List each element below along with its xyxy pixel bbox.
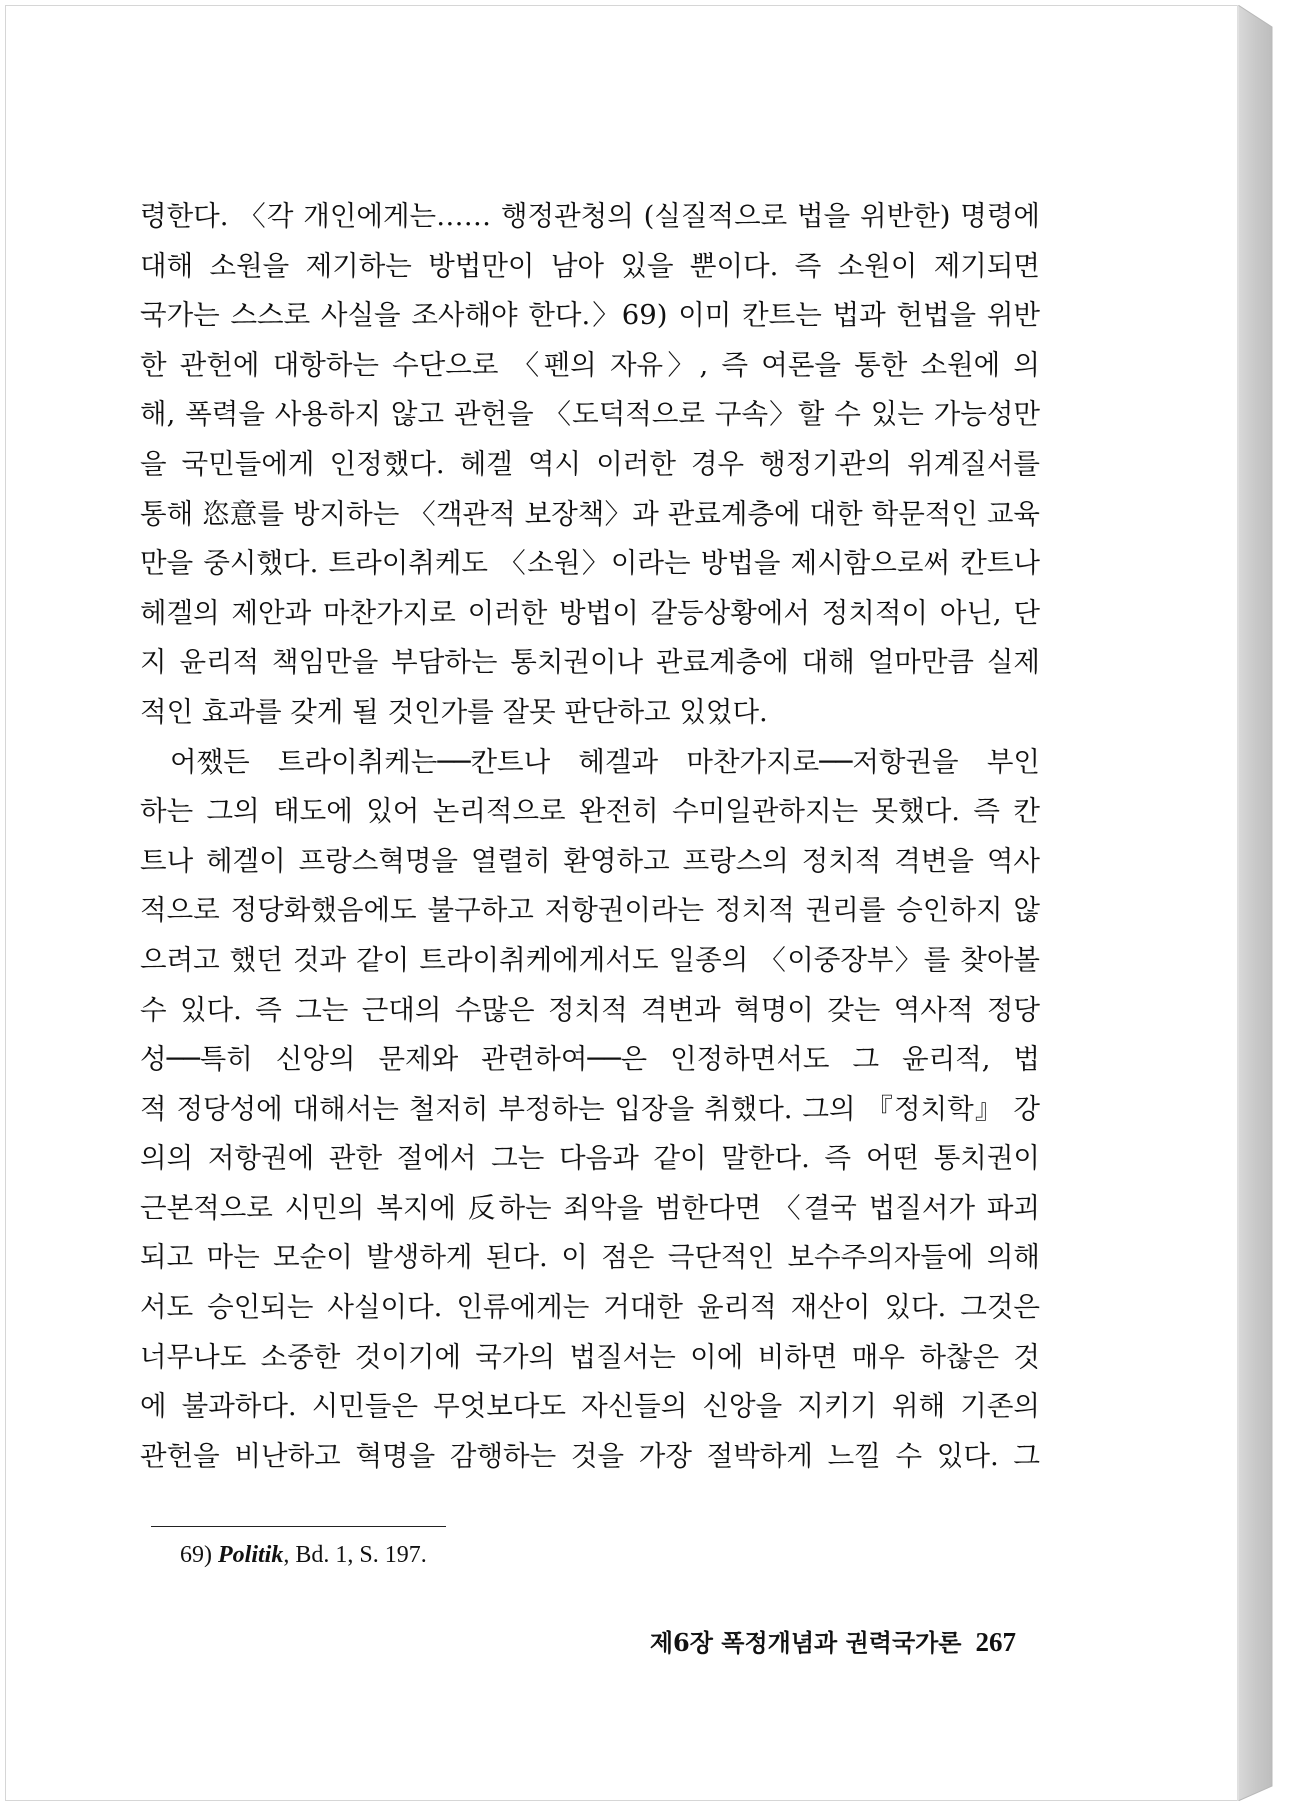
text-line: 으려고 했던 것과 같이 트라이취케에게서도 일종의 〈이중장부〉를 찾아볼 <box>140 943 1040 976</box>
text-line: 적으로 정당화했음에도 불구하고 저항권이라는 정치적 권리를 승인하지 않 <box>140 894 1040 927</box>
text-line: 령한다. 〈각 개인에게는…… 행정관청의 (실질적으로 법을 위반한) 명령에 <box>140 200 1040 232</box>
text-line: 수 있다. 즉 그는 근대의 수많은 정치적 격변과 혁명이 갖는 역사적 정당 <box>140 993 1040 1026</box>
text-line: 근본적으로 시민의 복지에 反하는 죄악을 범한다면 〈결국 법질서가 파괴 <box>140 1191 1040 1224</box>
footnote <box>180 1542 427 1569</box>
text-line: 통해 恣意를 방지하는 〈객관적 보장책〉과 관료계층에 대한 학문적인 교육 <box>140 497 1040 530</box>
footnote-separator <box>151 1526 446 1527</box>
text-line: 의의 저항권에 관한 절에서 그는 다음과 같이 말한다. 즉 어떤 통치권이 <box>140 1142 1040 1175</box>
text-line: 성──특히 신앙의 문제와 관련하여──은 인정하면서도 그 윤리적, 법 <box>140 1043 1040 1076</box>
chapter-title: 제6장 폭정개념과 권력국가론 <box>649 1628 962 1657</box>
text-line: 서도 승인되는 사실이다. 인류에게는 거대한 윤리적 재산이 있다. 그것은 <box>140 1291 1040 1324</box>
text-line: 지 윤리적 책임만을 부담하는 통치권이나 관료계층에 대해 얼마만큼 실제 <box>140 646 1040 679</box>
text-line: 국가는 스스로 사실을 조사해야 한다.〉69) 이미 칸트는 법과 헌법을 위반 <box>140 299 1040 332</box>
text-line: 트나 헤겔이 프랑스혁명을 열렬히 환영하고 프랑스의 정치적 격변을 역사 <box>140 844 1040 877</box>
footnote-number: 69) <box>180 1542 212 1568</box>
text-line: 대해 소원을 제기하는 방법만이 남아 있을 뿐이다. 즉 소원이 제기되면 <box>140 249 1040 282</box>
text-line: 헤겔의 제안과 마찬가지로 이러한 방법이 갈등상황에서 정치적이 아닌, 단 <box>140 596 1040 629</box>
text-line: 을 국민들에게 인정했다. 헤겔 역시 이러한 경우 행정기관의 위계질서를 <box>140 447 1040 480</box>
text-line: 에 불과하다. 시민들은 무엇보다도 자신들의 신앙을 지키기 위해 기존의 <box>140 1390 1040 1423</box>
text-line: 한 관헌에 대항하는 수단으로 〈펜의 자유〉, 즉 여론을 통한 소원에 의 <box>140 348 1040 381</box>
footnote-source-title: Politik <box>218 1542 284 1568</box>
text-line: 적 정당성에 대해서는 철저히 부정하는 입장을 취했다. 그의 『정치학』 강 <box>140 1092 1040 1125</box>
text-line: 관헌을 비난하고 혁명을 감행하는 것을 가장 절박하게 느낄 수 있다. 그 <box>140 1439 1040 1472</box>
page-edge-shading <box>1202 5 1292 1801</box>
paragraph-start-line: 어쨌든 트라이취케는──칸트나 헤겔과 마찬가지로──저항권을 부인 <box>170 745 1040 778</box>
running-footer <box>650 1623 1016 1658</box>
body-text <box>140 192 1040 1481</box>
page-stack-edge <box>1202 5 1292 1801</box>
footnote-citation: , Bd. 1, S. 197. <box>283 1542 427 1568</box>
text-line: 하는 그의 태도에 있어 논리적으로 완전히 수미일관하지는 못했다. 즉 칸 <box>140 795 1040 828</box>
text-line: 만을 중시했다. 트라이취케도 〈소원〉이라는 방법을 제시함으로써 칸트나 <box>140 547 1040 580</box>
text-line: 너무나도 소중한 것이기에 국가의 법질서는 이에 비하면 매우 하찮은 것 <box>140 1340 1040 1373</box>
page-number: 267 <box>975 1627 1016 1657</box>
text-line: 적인 효과를 갖게 될 것인가를 잘못 판단하고 있었다. <box>140 695 768 728</box>
text-line: 해, 폭력을 사용하지 않고 관헌을 〈도덕적으로 구속〉할 수 있는 가능성만 <box>140 398 1040 431</box>
text-line: 되고 마는 모순이 발생하게 된다. 이 점은 극단적인 보수주의자들에 의해 <box>140 1241 1040 1274</box>
